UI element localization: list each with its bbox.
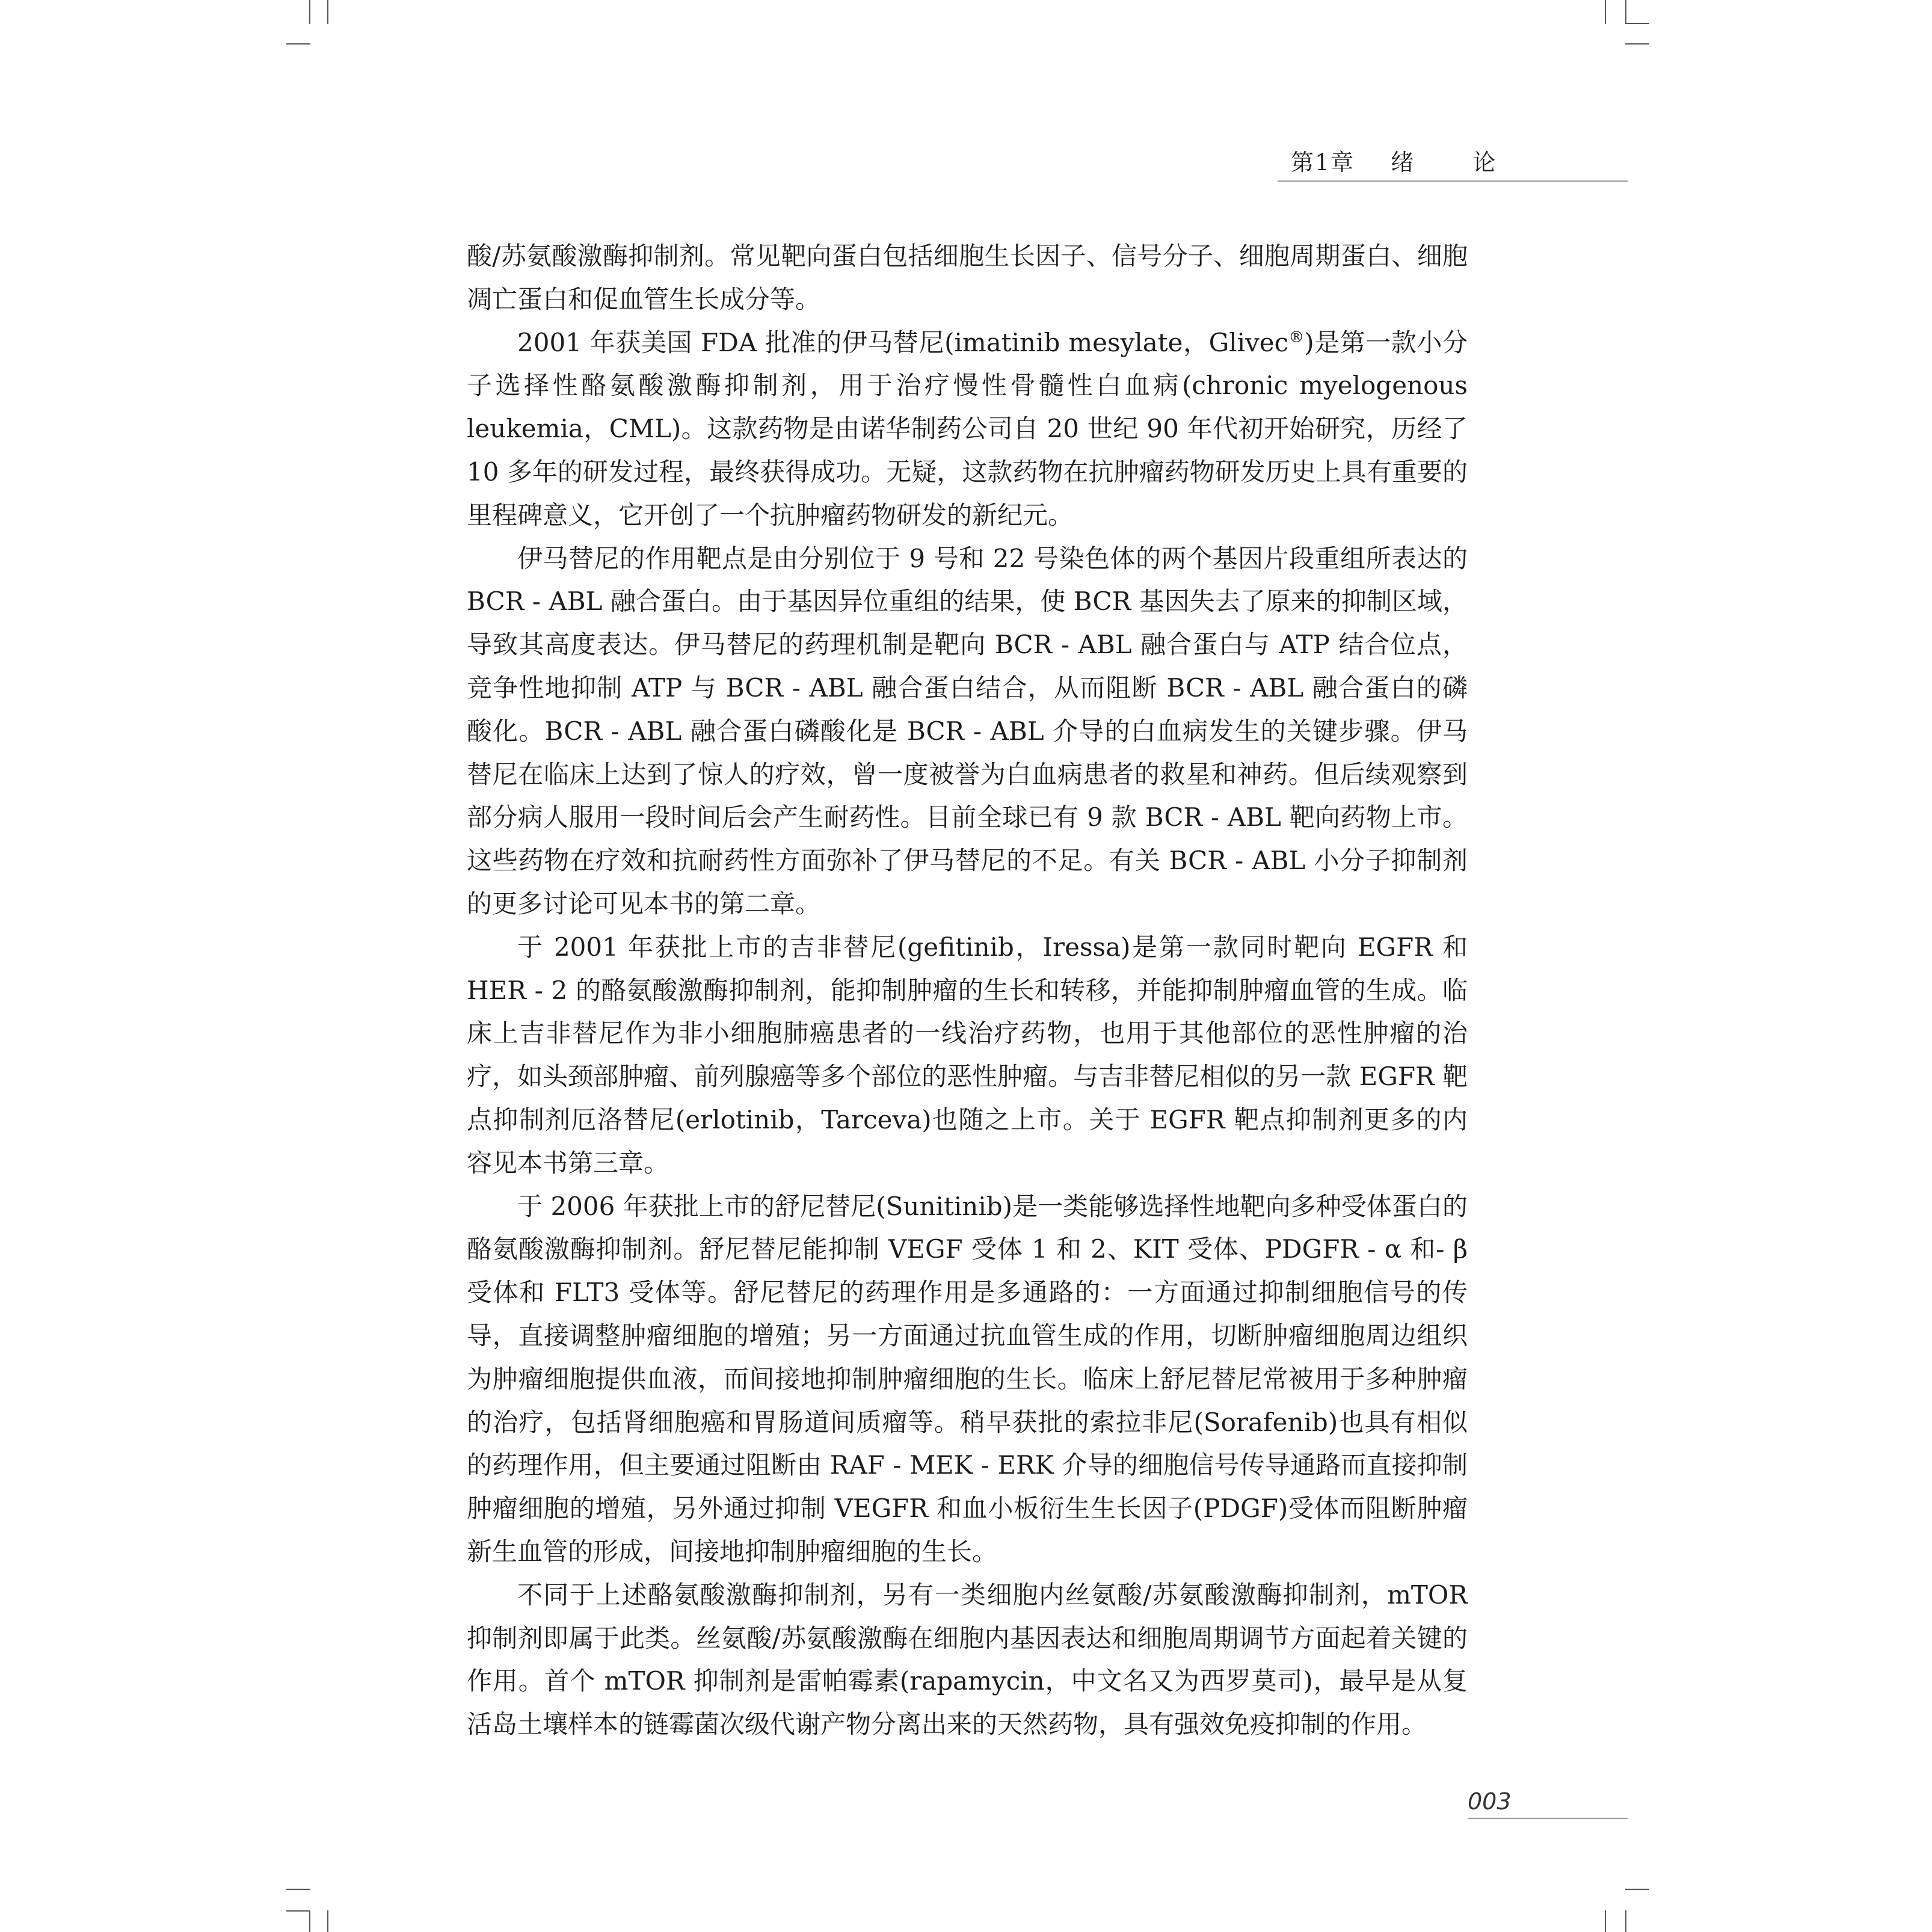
- page-body: [467, 235, 1468, 1746]
- crop-mark: [1605, 0, 1606, 24]
- crop-mark: [327, 0, 328, 24]
- paragraph-text: )是第一款小分子选择性酪氨酸激酶抑制剂，用于治疗慢性骨髓性白血病(chronic myelogenous leukemia，CML)。这款药物是由诺华制药公司自 20 世纪 90 年代初开始研究，历经了 10 多年的研发过程，最终获得成功。无疑，这款药物在抗肿瘤药物研发历史上具有重要的里程碑意义，它开创了一个抗肿瘤药物研发的新纪元。: [467, 327, 1468, 530]
- page-footer: [1468, 1785, 1628, 1819]
- chapter-title-char: 论: [1472, 149, 1497, 176]
- paragraph: 于 2001 年获批上市的吉非替尼(gefitinib，Iressa)是第一款同时靶向 EGFR 和 HER - 2 的酪氨酸激酶抑制剂，能抑制肿瘤的生长和转移，并能抑制肿瘤血管的生成。临床上吉非替尼作为非小细胞肺癌患者的一线治疗药物，也用于其他部位的恶性肿瘤的治疗，如头颈部肿瘤、前列腺癌等多个部位的恶性肿瘤。与吉非替尼相似的另一款 EGFR 靶点抑制剂厄洛替尼(erlotinib，Tarceva)也随之上市。关于 EGFR 靶点抑制剂更多的内容见本书第三章。: [467, 932, 1468, 1178]
- chapter-title-char: 绪: [1391, 149, 1415, 176]
- chapter-title: [1278, 144, 1628, 180]
- crop-mark: [1625, 1910, 1626, 1932]
- crop-mark: [309, 0, 310, 24]
- page-number: 003: [1468, 1788, 1512, 1815]
- paragraph: 不同于上述酪氨酸激酶抑制剂，另有一类细胞内丝氨酸/苏氨酸激酶抑制剂，mTOR 抑制剂即属于此类。丝氨酸/苏氨酸激酶在细胞内基因表达和细胞周期调节方面起着关键的作用。首个 mTOR 抑制剂是雷帕霉素(rapamycin，中文名又为西罗莫司)，最早是从复活岛土壤样本的链霉菌次级代谢产物分离出来的天然药物，具有强效免疫抑制的作用。: [467, 1580, 1468, 1740]
- crop-mark: [1625, 43, 1649, 45]
- crop-mark: [1605, 1910, 1606, 1932]
- crop-mark: [286, 1889, 310, 1890]
- footer-rule: [1468, 1818, 1628, 1819]
- crop-mark: [286, 43, 310, 45]
- header-rule: [1278, 180, 1628, 182]
- crop-mark: [286, 1910, 310, 1912]
- crop-mark: [327, 1910, 328, 1932]
- paragraph: 伊马替尼的作用靶点是由分别位于 9 号和 22 号染色体的两个基因片段重组所表达的 BCR - ABL 融合蛋白。由于基因异位重组的结果，使 BCR 基因失去了原来的抑制区域，导致其高度表达。伊马替尼的药理机制是靶向 BCR - ABL 融合蛋白与 ATP 结合位点，竞争性地抑制 ATP 与 BCR - ABL 融合蛋白结合，从而阻断 BCR - ABL 融合蛋白的磷酸化。BCR - ABL 融合蛋白磷酸化是 BCR - ABL 介导的白血病发生的关键步骤。伊马替尼在临床上达到了惊人的疗效，曾一度被誉为白血病患者的救星和神药。但后续观察到部分病人服用一段时间后会产生耐药性。目前全球已有 9 款 BCR - ABL 靶向药物上市。这些药物在疗效和抗耐药性方面弥补了伊马替尼的不足。有关 BCR - ABL 小分子抑制剂的更多讨论可见本书的第二章。: [467, 543, 1468, 918]
- paragraph: [467, 321, 1468, 537]
- paragraph-text: 2001 年获美国 FDA 批准的伊马替尼(imatinib mesylate，Glivec: [517, 327, 1289, 357]
- crop-mark: [1625, 23, 1649, 24]
- paragraph: 于 2006 年获批上市的舒尼替尼(Sunitinib)是一类能够选择性地靶向多种受体蛋白的酪氨酸激酶抑制剂。舒尼替尼能抑制 VEGF 受体 1 和 2、KIT 受体、PDGFR - α 和- β 受体和 FLT3 受体等。舒尼替尼的药理作用是多通路的：一方面通过抑制细胞信号的传导，直接调整肿瘤细胞的增殖；另一方面通过抗血管生成的作用，切断肿瘤细胞周边组织为肿瘤细胞提供血液，而间接地抑制肿瘤细胞的生长。临床上舒尼替尼常被用于多种肿瘤的治疗，包括肾细胞癌和胃肠道间质瘤等。稍早获批的索拉非尼(Sorafenib)也具有相似的药理作用，但主要通过阻断由 RAF - MEK - ERK 介导的细胞信号传导通路而直接抑制肿瘤细胞的增殖，另外通过抑制 VEGFR 和血小板衍生生长因子(PDGF)受体而阻断肿瘤新生血管的形成，间接地抑制肿瘤细胞的生长。: [467, 1191, 1468, 1566]
- running-header: [1278, 144, 1628, 182]
- chapter-number: 第1章: [1291, 149, 1355, 176]
- crop-mark: [309, 1910, 310, 1932]
- paragraph: 酸/苏氨酸激酶抑制剂。常见靶向蛋白包括细胞生长因子、信号分子、细胞周期蛋白、细胞凋亡蛋白和促血管生长成分等。: [467, 241, 1468, 314]
- registered-mark: ®: [1288, 328, 1305, 346]
- crop-mark: [1625, 1889, 1649, 1890]
- crop-mark: [1625, 0, 1626, 24]
